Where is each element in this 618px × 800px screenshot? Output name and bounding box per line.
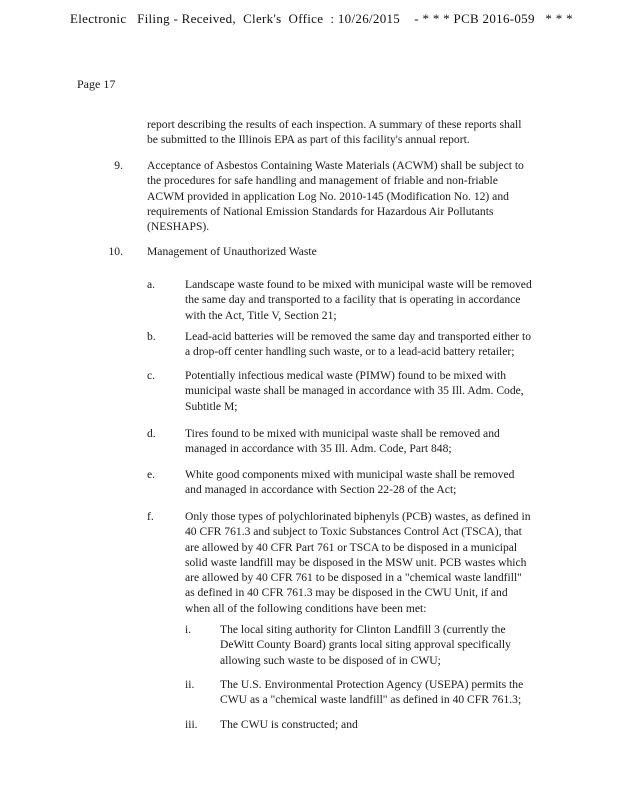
- text-line: Lead-acid batteries will be removed the same day and transported either to: [185, 330, 532, 343]
- white-goods-paragraph: [185, 467, 585, 498]
- subitem-label: b.: [147, 330, 156, 343]
- text-line: Potentially infectious medical waste (PIMW) found to be mixed with: [185, 369, 507, 382]
- subitem-label: a.: [147, 278, 156, 291]
- usepa-condition-paragraph: [220, 677, 595, 708]
- text-line: municipal waste shall be managed in accordance with 35 Ill. Adm. Code,: [185, 384, 524, 398]
- text-line: with the Act, Title V, Section 21;: [185, 308, 337, 322]
- text-line: White good components mixed with municipal waste shall be removed: [185, 468, 515, 481]
- text-line: allowing such waste to be disposed of in CWU;: [220, 653, 441, 667]
- lead-acid-paragraph: [185, 329, 585, 360]
- continuation-paragraph: [147, 117, 577, 148]
- text-line: Only those types of polychlorinated biphenyls (PCB) wastes, as defined in: [185, 510, 531, 523]
- text-line: solid waste landfill may be disposed in the MSW unit. PCB wastes which: [185, 555, 527, 569]
- text-line: 40 CFR 761.3 and subject to Toxic Substances Control Act (TSCA), that: [185, 525, 522, 539]
- text-line: Landscape waste found to be mixed with municipal waste will be removed: [185, 278, 532, 291]
- text-line: are allowed by 40 CFR Part 761 or TSCA to be disposed in a municipal: [185, 540, 518, 554]
- construction-condition-paragraph: [220, 717, 590, 732]
- medical-waste-paragraph: [185, 368, 585, 414]
- text-line: ACWM provided in application Log No. 2010-145 (Modification No. 12) and: [147, 189, 509, 203]
- condition-label: ii.: [185, 678, 195, 691]
- text-line: The U.S. Environmental Protection Agency (USEPA) permits the: [220, 678, 524, 691]
- item-number: 9.: [114, 159, 123, 172]
- text-line: Subtitle M;: [185, 399, 238, 413]
- text-line: the same day and transported to a facility that is operating in accordance: [185, 293, 521, 307]
- subitem-label: e.: [147, 468, 156, 481]
- text-line: when all of the following conditions have been met:: [185, 601, 427, 615]
- tires-paragraph: [185, 426, 585, 457]
- page-number: Page 17: [77, 77, 116, 91]
- text-line: be submitted to the Illinois EPA as part of this facility's annual report.: [147, 133, 470, 147]
- text-line: managed in accordance with 35 Ill. Adm. Code, Part 848;: [185, 442, 452, 456]
- condition-label: iii.: [185, 718, 198, 731]
- text-line: DeWitt County Board) grants local siting approval specifically: [220, 638, 511, 652]
- filing-stamp-header: Electronic Filing - Received, Clerk's Office : 10/26/2015 - * * * PCB 2016-059 * * *: [70, 11, 573, 26]
- subitem-label: c.: [147, 369, 156, 382]
- asbestos-paragraph: [147, 158, 587, 234]
- text-line: and managed in accordance with Section 22-28 of the Act;: [185, 483, 457, 497]
- text-line: The local siting authority for Clinton Landfill 3 (currently the: [220, 623, 506, 636]
- text-line: Tires found to be mixed with municipal waste shall be removed and: [185, 427, 500, 440]
- section-heading: Management of Unauthorized Waste: [147, 245, 317, 258]
- subitem-label: d.: [147, 427, 156, 440]
- text-line: The CWU is constructed; and: [220, 718, 358, 731]
- text-line: report describing the results of each inspection. A summary of these reports shall: [147, 118, 522, 131]
- condition-label: i.: [185, 623, 192, 636]
- text-line: Acceptance of Asbestos Containing Waste Materials (ACWM) shall be subject to: [147, 159, 524, 172]
- landscape-waste-paragraph: [185, 277, 585, 323]
- text-line: a drop-off center handling such waste, or to a lead-acid battery retailer;: [185, 345, 515, 359]
- pcb-waste-paragraph: [185, 509, 595, 616]
- text-line: as defined in 40 CFR 761.3 may be disposed in the CWU Unit, if and: [185, 586, 508, 600]
- text-line: requirements of National Emission Standards for Hazardous Air Pollutants: [147, 204, 494, 218]
- text-line: the procedures for safe handling and management of friable and non-friable: [147, 174, 498, 188]
- text-line: CWU as a "chemical waste landfill" as defined in 40 CFR 761.3;: [220, 693, 522, 707]
- text-line: are allowed by 40 CFR 761 to be disposed in a "chemical waste landfill": [185, 571, 522, 585]
- item-number: 10.: [108, 245, 123, 258]
- siting-condition-paragraph: [220, 622, 590, 668]
- text-line: (NESHAPS).: [147, 220, 210, 234]
- subitem-label: f.: [147, 510, 154, 523]
